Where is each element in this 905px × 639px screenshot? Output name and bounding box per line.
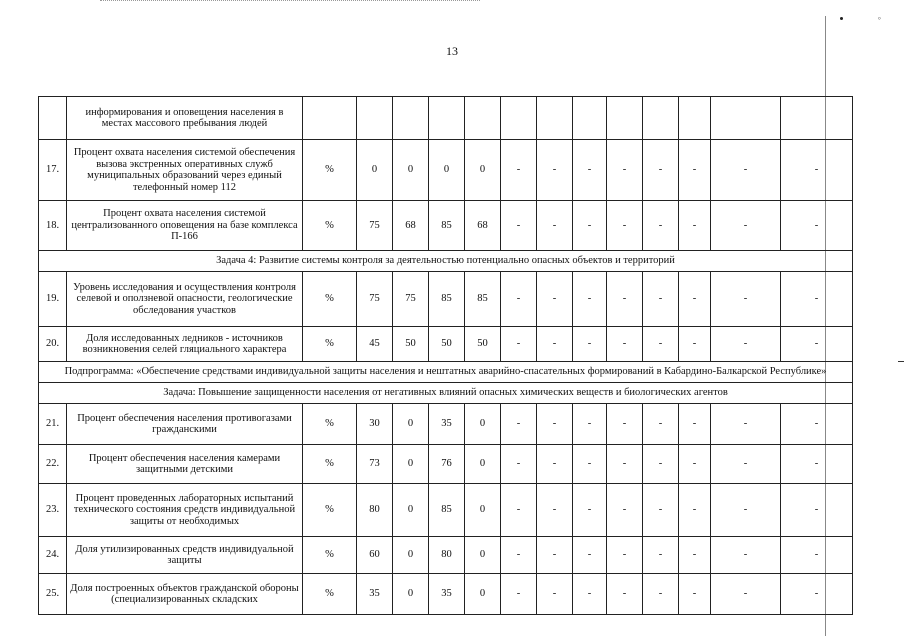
value-cell: -: [781, 537, 853, 574]
value-cell: -: [573, 537, 607, 574]
value-cell: -: [537, 445, 573, 484]
indicator-name: Процент проведенных лабораторных испытаний технического состояния средств индивидуальной защиты от необходимых: [67, 484, 303, 537]
value-cell: -: [781, 445, 853, 484]
row-number: 18.: [39, 201, 67, 251]
value-cell: -: [607, 327, 643, 362]
value-cell: -: [781, 272, 853, 327]
row-number: 24.: [39, 537, 67, 574]
value-cell: -: [643, 140, 679, 201]
table-row: [39, 445, 853, 484]
value-cell: -: [501, 574, 537, 615]
value-cell: -: [607, 404, 643, 445]
value-cell: 0: [393, 574, 429, 615]
value-cell: -: [537, 484, 573, 537]
value-cell: -: [501, 272, 537, 327]
value-cell: -: [679, 140, 711, 201]
value-cell: -: [781, 140, 853, 201]
value-cell: -: [607, 484, 643, 537]
unit-cell: %: [303, 574, 357, 615]
value-cell: 0: [357, 140, 393, 201]
value-cell: 0: [429, 140, 465, 201]
indicator-name: Доля утилизированных средств индивидуальной защиты: [67, 537, 303, 574]
value-cell: -: [679, 484, 711, 537]
table-row: [39, 484, 853, 537]
value-cell: -: [643, 484, 679, 537]
indicator-name: Доля построенных объектов гражданской обороны (специализированных складских: [67, 574, 303, 615]
value-cell: -: [643, 201, 679, 251]
unit-cell: %: [303, 272, 357, 327]
value-cell: -: [573, 445, 607, 484]
value-cell: 68: [393, 201, 429, 251]
value-cell: -: [501, 140, 537, 201]
value-cell: -: [711, 140, 781, 201]
value-cell: -: [537, 201, 573, 251]
value-cell: -: [679, 201, 711, 251]
indicator-name: информирования и оповещения населения в местах массового пребывания людей: [67, 97, 303, 140]
value-cell: -: [711, 445, 781, 484]
value-cell: 0: [393, 537, 429, 574]
value-cell: -: [501, 445, 537, 484]
value-cell: -: [711, 537, 781, 574]
value-cell: 30: [357, 404, 393, 445]
unit-cell: %: [303, 445, 357, 484]
value-cell: -: [537, 574, 573, 615]
row-number: 19.: [39, 272, 67, 327]
value-cell: -: [537, 537, 573, 574]
value-cell: -: [607, 574, 643, 615]
value-cell: 80: [429, 537, 465, 574]
indicator-name: Процент охвата населения системой обеспечения вызова экстренных оперативных служб муниципальных образований через единый телефонный номер 112: [67, 140, 303, 201]
indicator-name: Процент охвата населения системой централизованного оповещения на базе комплекса П-166: [67, 201, 303, 251]
value-cell: 75: [357, 272, 393, 327]
table-row: [39, 383, 853, 404]
table-row: [39, 140, 853, 201]
value-cell: 0: [465, 574, 501, 615]
value-cell: 73: [357, 445, 393, 484]
value-cell: -: [607, 445, 643, 484]
row-number: 17.: [39, 140, 67, 201]
task-heading: Задача: Повышение защищенности населения от негативных влияний опасных химических веществ и биологических агентов: [39, 383, 853, 404]
value-cell: -: [643, 404, 679, 445]
value-cell: -: [781, 201, 853, 251]
scan-artifact-top: [100, 0, 480, 4]
table-row: [39, 97, 853, 140]
value-cell: 60: [357, 537, 393, 574]
value-cell: 85: [465, 272, 501, 327]
row-number: 22.: [39, 445, 67, 484]
unit-cell: %: [303, 327, 357, 362]
scan-mark: °: [878, 16, 881, 24]
value-cell: -: [643, 327, 679, 362]
value-cell: -: [711, 574, 781, 615]
value-cell: 50: [429, 327, 465, 362]
indicator-name: Процент обеспечения населения противогазами гражданскими: [67, 404, 303, 445]
value-cell: -: [573, 201, 607, 251]
value-cell: -: [643, 537, 679, 574]
value-cell: -: [781, 327, 853, 362]
value-cell: -: [679, 272, 711, 327]
value-cell: 76: [429, 445, 465, 484]
value-cell: -: [679, 404, 711, 445]
row-number: 20.: [39, 327, 67, 362]
value-cell: -: [711, 201, 781, 251]
unit-cell: %: [303, 201, 357, 251]
unit-cell: %: [303, 484, 357, 537]
value-cell: -: [643, 574, 679, 615]
value-cell: 0: [393, 404, 429, 445]
value-cell: -: [711, 404, 781, 445]
value-cell: -: [607, 272, 643, 327]
scan-dot: [840, 17, 843, 20]
table-row: [39, 327, 853, 362]
indicator-name: Доля исследованных ледников - источников возникновения селей гляциального характера: [67, 327, 303, 362]
value-cell: 0: [465, 445, 501, 484]
value-cell: -: [607, 140, 643, 201]
value-cell: -: [679, 445, 711, 484]
value-cell: 0: [465, 537, 501, 574]
value-cell: -: [573, 574, 607, 615]
value-cell: -: [679, 574, 711, 615]
row-number: 21.: [39, 404, 67, 445]
value-cell: -: [607, 201, 643, 251]
scan-dash: [898, 361, 904, 362]
task-heading: Задача 4: Развитие системы контроля за деятельностью потенциально опасных объектов и территорий: [39, 251, 853, 272]
value-cell: -: [501, 484, 537, 537]
value-cell: -: [537, 272, 573, 327]
value-cell: 75: [357, 201, 393, 251]
value-cell: 45: [357, 327, 393, 362]
value-cell: -: [501, 201, 537, 251]
value-cell: 85: [429, 272, 465, 327]
value-cell: -: [573, 484, 607, 537]
value-cell: -: [679, 537, 711, 574]
value-cell: -: [573, 404, 607, 445]
value-cell: 35: [357, 574, 393, 615]
value-cell: -: [501, 537, 537, 574]
page-number: 13: [446, 44, 458, 58]
value-cell: -: [573, 140, 607, 201]
table-row: [39, 251, 853, 272]
table-row: [39, 272, 853, 327]
row-number: 23.: [39, 484, 67, 537]
value-cell: 50: [465, 327, 501, 362]
value-cell: 35: [429, 404, 465, 445]
value-cell: 35: [429, 574, 465, 615]
table-row: [39, 404, 853, 445]
value-cell: -: [573, 327, 607, 362]
table-row: [39, 537, 853, 574]
indicators-table: [38, 96, 853, 615]
value-cell: 68: [465, 201, 501, 251]
value-cell: 85: [429, 484, 465, 537]
value-cell: 0: [393, 445, 429, 484]
value-cell: -: [643, 272, 679, 327]
unit-cell: %: [303, 404, 357, 445]
value-cell: -: [679, 327, 711, 362]
subprogram-heading: Подпрограмма: «Обеспечение средствами индивидуальной защиты населения и нештатных аварийно-спасательных формирований в Кабардино-Балкарской Республике»: [39, 362, 853, 383]
value-cell: 0: [465, 140, 501, 201]
value-cell: 0: [393, 484, 429, 537]
value-cell: -: [501, 404, 537, 445]
value-cell: -: [711, 272, 781, 327]
value-cell: 85: [429, 201, 465, 251]
value-cell: -: [643, 445, 679, 484]
table-row: [39, 362, 853, 383]
value-cell: 0: [465, 404, 501, 445]
value-cell: -: [501, 327, 537, 362]
indicator-name: Уровень исследования и осуществления контроля селевой и оползневой опасности, геологические обследования участков: [67, 272, 303, 327]
value-cell: 75: [393, 272, 429, 327]
unit-cell: %: [303, 537, 357, 574]
row-number: 25.: [39, 574, 67, 615]
table-row: [39, 201, 853, 251]
value-cell: -: [781, 484, 853, 537]
value-cell: 0: [465, 484, 501, 537]
value-cell: -: [573, 272, 607, 327]
value-cell: -: [537, 140, 573, 201]
value-cell: 80: [357, 484, 393, 537]
value-cell: 0: [393, 140, 429, 201]
value-cell: -: [781, 404, 853, 445]
value-cell: -: [537, 327, 573, 362]
indicator-name: Процент обеспечения населения камерами защитными детскими: [67, 445, 303, 484]
value-cell: -: [781, 574, 853, 615]
value-cell: -: [711, 327, 781, 362]
value-cell: 50: [393, 327, 429, 362]
unit-cell: %: [303, 140, 357, 201]
value-cell: -: [537, 404, 573, 445]
value-cell: -: [607, 537, 643, 574]
table-row: [39, 574, 853, 615]
value-cell: -: [711, 484, 781, 537]
